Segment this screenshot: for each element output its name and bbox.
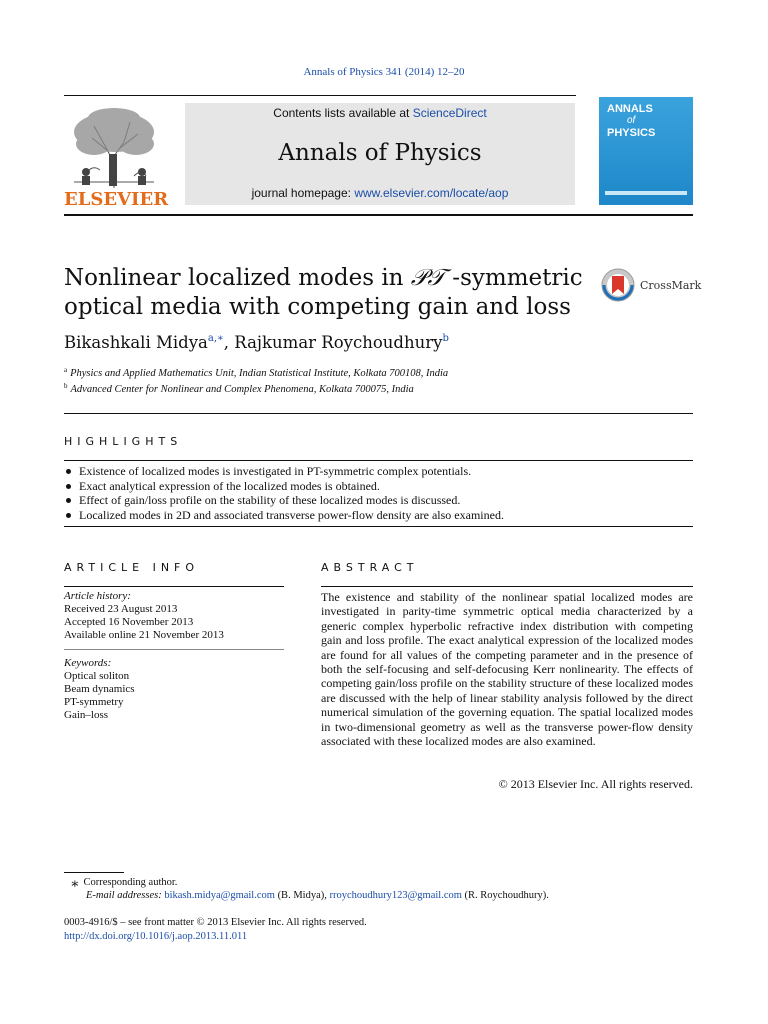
title-pt-symbol: 𝒫𝒯 xyxy=(410,265,445,291)
author-roychoudhury: Rajkumar Roychoudhury xyxy=(234,333,443,352)
accepted-date: Accepted 16 November 2013 xyxy=(64,616,194,628)
email-addresses xyxy=(86,890,549,901)
corresponding-text: Corresponding author. xyxy=(83,877,178,888)
issn-line: 0003-4916/$ – see front matter © 2013 Elsevier Inc. All rights reserved. xyxy=(64,917,367,928)
author-separator: , xyxy=(223,333,235,352)
online-date: Available online 21 November 2013 xyxy=(64,629,224,641)
crossmark-label[interactable]: CrossMark xyxy=(640,279,702,292)
highlight-item: Effect of gain/loss profile on the stability of these localized modes is discussed. xyxy=(64,493,694,508)
abstract-heading: ABSTRACT xyxy=(321,561,419,574)
email-label: E-mail addresses: xyxy=(86,890,165,901)
author-midya-affil-mark[interactable]: a,∗ xyxy=(207,333,224,344)
highlights-heading: HIGHLIGHTS xyxy=(64,435,183,448)
sciencedirect-link[interactable]: ScienceDirect xyxy=(412,106,487,120)
article-info-rule xyxy=(64,586,284,587)
email-roychoudhury-owner: (R. Roychoudhury). xyxy=(461,890,549,901)
keyword-item: Gain–loss xyxy=(64,709,108,721)
received-date: Received 23 August 2013 xyxy=(64,603,178,615)
cover-title-of: of xyxy=(627,115,636,126)
journal-citation[interactable]: Annals of Physics 341 (2014) 12–20 xyxy=(303,66,465,78)
cover-title xyxy=(607,103,655,139)
cover-bar xyxy=(605,191,687,195)
title-part2: -symmetric optical media with competing gain and loss xyxy=(64,265,583,320)
footnote-rule xyxy=(64,872,124,873)
author-list xyxy=(64,333,449,352)
keyword-item: Beam dynamics xyxy=(64,683,135,695)
article-history xyxy=(64,590,284,642)
cover-title-physics: PHYSICS xyxy=(607,127,656,139)
highlight-item: Exact analytical expression of the localized modes is obtained. xyxy=(64,479,694,494)
author-roychoudhury-affil-mark[interactable]: b xyxy=(442,333,449,344)
doi-link[interactable]: http://dx.doi.org/10.1016/j.aop.2013.11.011 xyxy=(64,931,248,942)
crossmark-icon[interactable] xyxy=(600,268,640,302)
highlights-rule xyxy=(64,460,693,461)
abstract-copyright: © 2013 Elsevier Inc. All rights reserved. xyxy=(498,777,693,791)
highlights-bottom-rule xyxy=(64,526,693,527)
abstract-rule xyxy=(321,586,693,587)
keyword-item: PT-symmetry xyxy=(64,696,124,708)
article-title xyxy=(64,264,584,322)
masthead-top-rule xyxy=(64,95,576,96)
affiliation-rule xyxy=(64,413,693,414)
history-label: Article history: xyxy=(64,590,131,602)
affiliation-b-mark: b xyxy=(64,382,68,390)
corresponding-star: ∗ xyxy=(70,877,80,892)
article-info-heading: ARTICLE INFO xyxy=(64,561,200,574)
contents-prefix: Contents lists available at xyxy=(273,106,413,120)
keywords-rule xyxy=(64,649,284,650)
affiliation-a-mark: a xyxy=(64,366,68,374)
highlight-item: Existence of localized modes is investigated in PT-symmetric complex potentials. xyxy=(64,464,694,479)
homepage-prefix: journal homepage: xyxy=(251,186,355,200)
email-midya-link[interactable]: bikash.midya@gmail.com xyxy=(164,890,275,901)
affiliation-a-text: Physics and Applied Mathematics Unit, Indian Statistical Institute, Kolkata 700108, India xyxy=(70,368,449,379)
elsevier-wordmark: ELSEVIER xyxy=(64,189,169,210)
email-roychoudhury-link[interactable]: rroychoudhury123@gmail.com xyxy=(329,890,462,901)
keywords-label: Keywords: xyxy=(64,657,112,669)
keyword-item: Optical soliton xyxy=(64,670,130,682)
journal-homepage-link[interactable]: www.elsevier.com/locate/aop xyxy=(354,186,509,200)
affiliation-a xyxy=(64,366,448,379)
abstract-body: The existence and stability of the nonlinear spatial localized modes are investigated in parity-time symmetric optical media characterized by a generic complex hyperbolic refractive index distribution with competing gain and loss profile. The exact analytical expression of the localized modes are found for all values of the competing parameter and in the presence of both the self-focusing and self-defocusing Kerr nonlinearity. The effects of competing gain/loss profile on the stability structure of these localized modes are discussed with the help of linear stability analysis followed by the direct numerical simulation of the governing equation. The spatial localized modes in two-dimensional geometry as well as the transverse power-flow density associated with these localized modes are also examined. xyxy=(321,590,693,749)
journal-name: Annals of Physics xyxy=(278,140,482,166)
highlights-list xyxy=(64,464,694,522)
homepage-line xyxy=(185,186,575,200)
contents-line xyxy=(185,106,575,120)
masthead-bottom-rule xyxy=(64,214,693,216)
journal-cover-thumbnail[interactable] xyxy=(599,97,693,205)
cover-title-annals: ANNALS xyxy=(607,103,653,115)
keywords-block xyxy=(64,657,284,722)
highlight-item: Localized modes in 2D and associated transverse power-flow density are also examined. xyxy=(64,508,694,523)
affiliation-b-text: Advanced Center for Nonlinear and Complex Phenomena, Kolkata 700075, India xyxy=(70,384,414,395)
email-midya-owner: (B. Midya), xyxy=(274,890,330,901)
affiliation-b xyxy=(64,382,414,395)
author-midya: Bikashkali Midya xyxy=(64,333,208,352)
title-part1: Nonlinear localized modes in xyxy=(64,265,411,291)
